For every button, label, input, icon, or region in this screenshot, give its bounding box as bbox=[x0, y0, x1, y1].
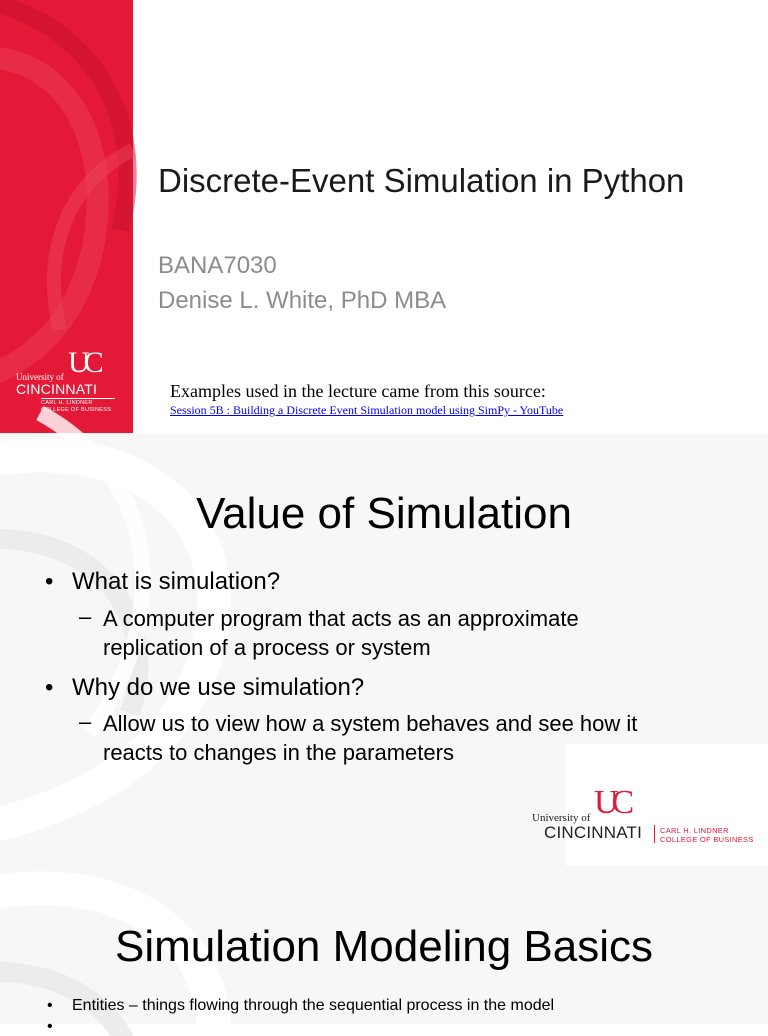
bullet-what-is-simulation bbox=[45, 568, 281, 596]
logo-rule bbox=[41, 398, 115, 399]
title-slide bbox=[0, 0, 768, 433]
logo-university-of: University of bbox=[16, 372, 64, 382]
sub-bullet-reason-line2: reacts to changes in the parameters bbox=[103, 740, 454, 765]
presentation-title: Discrete-Event Simulation in Python bbox=[158, 162, 685, 199]
slide-title: Value of Simulation bbox=[196, 489, 572, 538]
source-note: Examples used in the lecture came from this source: bbox=[170, 381, 546, 401]
bullet-dot: • bbox=[47, 997, 53, 1014]
bullet-dot: • bbox=[47, 1018, 53, 1035]
value-of-simulation-slide bbox=[0, 433, 768, 866]
bullet-text: What is simulation? bbox=[72, 568, 281, 595]
logo-divider bbox=[654, 825, 655, 843]
logo-college-line2: COLLEGE OF BUSINESS bbox=[41, 407, 112, 413]
bullet-dot: • bbox=[45, 674, 54, 701]
bullet-text: Entities – things flowing through the sequential process in the model bbox=[72, 997, 555, 1014]
uc-mark-icon: UC bbox=[68, 346, 98, 379]
bullet-dot: • bbox=[45, 568, 54, 595]
sub-bullet-definition-line1 bbox=[79, 604, 579, 633]
sub-bullet-text: A computer program that acts as an approximate bbox=[103, 606, 579, 631]
logo-cincinnati: CINCINNATI bbox=[16, 381, 98, 397]
sub-bullet-text: Allow us to view how a system behaves and see how it bbox=[103, 711, 638, 736]
logo-college-line2: COLLEGE OF BUSINESS bbox=[660, 835, 754, 844]
sub-bullet-reason-line1 bbox=[79, 709, 638, 738]
uc-lindner-logo bbox=[532, 786, 762, 846]
uc-lindner-logo-white bbox=[16, 348, 120, 420]
author-name: Denise L. White, PhD MBA bbox=[158, 287, 447, 314]
youtube-source-link[interactable]: Session 5B : Building a Discrete Event Simulation model using SimPy - YouTube bbox=[170, 403, 564, 417]
logo-cincinnati: CINCINNATI bbox=[544, 823, 643, 842]
logo-college-line1: CARL H. LINDNER bbox=[660, 826, 729, 835]
logo-university-of: University of bbox=[532, 812, 591, 824]
red-side-band bbox=[0, 0, 133, 433]
uc-mark-icon: UC bbox=[594, 784, 628, 821]
course-code: BANA7030 bbox=[158, 252, 277, 279]
dash-glyph: – bbox=[79, 709, 92, 734]
sub-bullet-definition-line2: replication of a process or system bbox=[103, 635, 431, 660]
bullet-why-use-simulation bbox=[45, 674, 365, 702]
logo-college-line1: CARL H. LINDNER bbox=[41, 400, 93, 406]
bullet-text: Why do we use simulation? bbox=[72, 674, 365, 701]
dash-glyph: – bbox=[79, 604, 92, 629]
simulation-modeling-basics-slide bbox=[0, 866, 768, 1035]
slide-title: Simulation Modeling Basics bbox=[114, 922, 654, 971]
bullet-entities bbox=[47, 997, 555, 1015]
